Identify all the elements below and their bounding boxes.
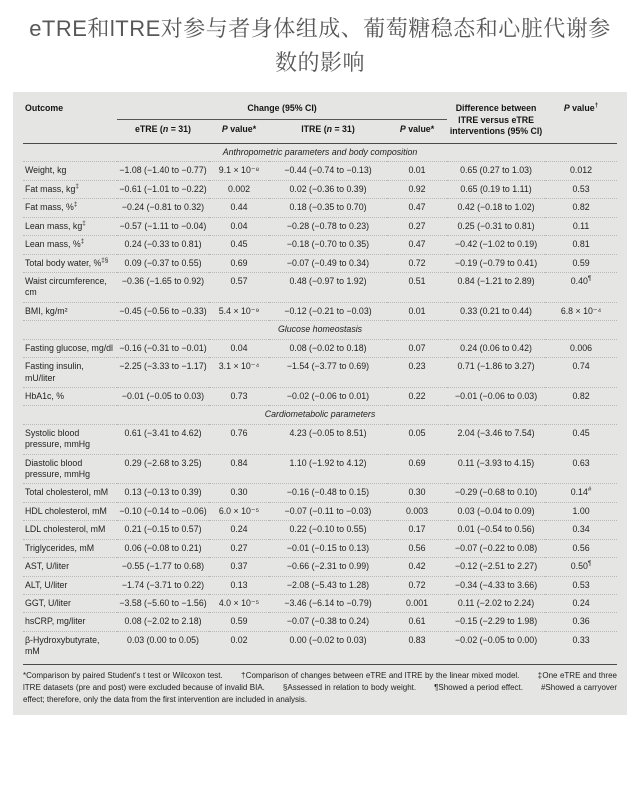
between-pvalue: 0.24 (572, 598, 590, 608)
between-pvalue-cell (545, 558, 617, 576)
outcome-cell (23, 539, 117, 557)
outcome-cell (23, 199, 117, 217)
column-header-etre (117, 119, 209, 143)
ltre-pvalue-cell: 0.83 (387, 631, 447, 660)
etre-change-cell: 0.24 (−0.33 to 0.81) (117, 236, 209, 254)
outcome-cell (23, 162, 117, 180)
outcome-cell (23, 302, 117, 320)
between-pvalue: 0.11 (572, 220, 590, 231)
table-row (23, 576, 617, 594)
column-group-change: Change (95% CI) (117, 100, 447, 119)
ltre-pvalue-cell: 0.61 (387, 613, 447, 631)
etre-pvalue-cell: 0.84 (209, 454, 269, 484)
column-header-ltre (269, 119, 387, 143)
outcome-label: HbA1c, % (25, 390, 65, 401)
ltre-change-cell: −0.07 (−0.49 to 0.34) (269, 254, 387, 272)
etre-change-cell: −1.08 (−1.40 to −0.77) (117, 162, 209, 180)
ltre-pvalue-cell: 0.23 (387, 358, 447, 388)
table-row (23, 180, 617, 198)
etre-change-cell: 0.08 (−2.02 to 2.18) (117, 613, 209, 631)
between-pvalue: 0.56 (572, 542, 590, 553)
outcome-footnote-mark: ‡ (75, 182, 79, 190)
etre-pvalue-cell: 4.0 × 10⁻⁵ (209, 595, 269, 613)
footnote-item: §Assessed in relation to body weight. (282, 682, 417, 692)
between-pvalue-cell (545, 217, 617, 235)
difference-cell: −0.07 (−0.22 to 0.08) (447, 539, 545, 557)
page-title: eTRE和lTRE对参与者身体组成、葡萄糖稳态和心脏代谢参数的影响 (29, 16, 611, 76)
footnote-item: ¶Showed a period effect. (434, 682, 523, 692)
between-pvalue: 0.14 (570, 487, 588, 498)
between-pvalue-cell (545, 454, 617, 484)
between-pvalue: 0.82 (572, 390, 590, 401)
difference-cell: 0.11 (−3.93 to 4.15) (447, 454, 545, 484)
etre-pre: eTRE ( (135, 123, 163, 134)
table-row (23, 539, 617, 557)
ltre-pvalue-cell: 0.42 (387, 558, 447, 576)
outcome-cell (23, 576, 117, 594)
table-row (23, 454, 617, 484)
table-row (23, 558, 617, 576)
outcome-cell (23, 387, 117, 405)
etre-change-cell: 0.29 (−2.68 to 3.25) (117, 454, 209, 484)
etre-change-cell: −0.10 (−0.14 to −0.06) (117, 502, 209, 520)
ltre-pvalue-cell: 0.22 (387, 387, 447, 405)
difference-cell: 0.24 (0.06 to 0.42) (447, 339, 545, 357)
outcome-label: BMI, kg/m² (25, 305, 68, 316)
ltre-change-cell: −1.54 (−3.77 to 0.69) (269, 358, 387, 388)
etre-pvalue-cell: 9.1 × 10⁻⁸ (209, 162, 269, 180)
between-pvalue-cell (545, 272, 617, 302)
between-pvalue: 0.006 (570, 342, 593, 353)
etre-pvalue-cell: 3.1 × 10⁻⁴ (209, 358, 269, 388)
table-row (23, 387, 617, 405)
between-pvalue-cell (545, 539, 617, 557)
etre-change-cell: −0.55 (−1.77 to 0.68) (117, 558, 209, 576)
ltre-change-cell: 0.00 (−0.02 to 0.03) (269, 631, 387, 660)
between-pvalue-cell (545, 613, 617, 631)
results-table (23, 100, 617, 661)
ltre-change-cell: −3.46 (−6.14 to −0.79) (269, 595, 387, 613)
ltre-pvalue-cell: 0.72 (387, 254, 447, 272)
ltre-pvalue-cell: 0.01 (387, 302, 447, 320)
ltre-change-cell: −0.02 (−0.06 to 0.01) (269, 387, 387, 405)
footnote-item: *Comparison by paired Student's t test or Wilcoxon test. (23, 670, 223, 680)
outcome-label: Lean mass, kg (25, 220, 83, 231)
ltre-change-cell: −2.08 (−5.43 to 1.28) (269, 576, 387, 594)
ltre-change-cell: −0.12 (−0.21 to −0.03) (269, 302, 387, 320)
ltre-pvalue-cell: 0.17 (387, 521, 447, 539)
dagger-mark: † (594, 102, 599, 110)
etre-change-cell: −0.45 (−0.56 to −0.33) (117, 302, 209, 320)
etre-change-cell: −0.57 (−1.11 to −0.04) (117, 217, 209, 235)
etre-pvalue-cell: 0.27 (209, 539, 269, 557)
between-pvalue: 0.53 (572, 183, 590, 194)
outcome-cell (23, 595, 117, 613)
between-pvalue: 0.012 (570, 165, 593, 176)
difference-cell: 0.03 (−0.04 to 0.09) (447, 502, 545, 520)
etre-pvalue-cell: 6.0 × 10⁻⁵ (209, 502, 269, 520)
between-pvalue-cell (545, 339, 617, 357)
between-pvalue: 0.82 (572, 202, 590, 213)
outcome-cell (23, 358, 117, 388)
between-pvalue: 0.53 (572, 579, 590, 590)
between-pvalue-cell (545, 595, 617, 613)
ltre-n-italic: n (326, 123, 333, 134)
outcome-label: Lean mass, % (25, 239, 81, 250)
table-row (23, 302, 617, 320)
outcome-cell (23, 521, 117, 539)
etre-change-cell: −0.16 (−0.31 to −0.01) (117, 339, 209, 357)
etre-change-cell: 0.61 (−3.41 to 4.62) (117, 424, 209, 454)
etre-pvalue-cell: 5.4 × 10⁻⁹ (209, 302, 269, 320)
etre-change-cell: 0.21 (−0.15 to 0.57) (117, 521, 209, 539)
outcome-label: ALT, U/liter (25, 579, 68, 590)
footnote-item: ‡One eTRE and three lTRE datasets (pre and post) were excluded because of invalid BIA. (23, 670, 617, 692)
ltre-pvalue-cell: 0.05 (387, 424, 447, 454)
difference-cell: 0.65 (0.27 to 1.03) (447, 162, 545, 180)
table-row (23, 272, 617, 302)
outcome-cell (23, 339, 117, 357)
between-pvalue: 0.74 (572, 361, 590, 372)
footnote-item: #Showed a carryover effect; therefore, only the data from the first intervention are included in analysis. (23, 682, 618, 704)
section-row (23, 406, 617, 424)
between-pvalue: 0.50 (570, 561, 588, 572)
ltre-pvalue-cell: 0.47 (387, 236, 447, 254)
section-row (23, 144, 617, 162)
table-row (23, 358, 617, 388)
difference-cell: 0.33 (0.21 to 0.44) (447, 302, 545, 320)
outcome-cell (23, 454, 117, 484)
between-pvalue: 0.63 (572, 457, 590, 468)
etre-change-cell: −0.24 (−0.81 to 0.32) (117, 199, 209, 217)
ltre-pvalue-cell: 0.001 (387, 595, 447, 613)
etre-post: = 31) (168, 123, 191, 134)
etre-pvalue-cell: 0.30 (209, 484, 269, 502)
difference-cell: −0.34 (−4.33 to 3.66) (447, 576, 545, 594)
header-row-1 (23, 100, 617, 119)
etre-change-cell: −3.58 (−5.60 to −1.56) (117, 595, 209, 613)
pvalue-italic: P (399, 123, 406, 134)
ltre-change-cell: −0.28 (−0.78 to 0.23) (269, 217, 387, 235)
pvalue-footnote-mark: ¶ (587, 560, 592, 568)
ltre-change-cell: −0.07 (−0.38 to 0.24) (269, 613, 387, 631)
between-pvalue-cell (545, 631, 617, 660)
outcome-label: Fasting glucose, mg/dl (25, 342, 114, 353)
ltre-pvalue-cell: 0.27 (387, 217, 447, 235)
etre-pvalue-cell: 0.59 (209, 613, 269, 631)
between-pvalue-cell (545, 484, 617, 502)
section-label: Cardiometabolic parameters (23, 406, 617, 424)
etre-pvalue-cell: 0.04 (209, 339, 269, 357)
ltre-change-cell: −0.44 (−0.74 to −0.13) (269, 162, 387, 180)
difference-cell: 0.71 (−1.86 to 3.27) (447, 358, 545, 388)
between-pvalue: 1.00 (572, 505, 590, 516)
ltre-pvalue-cell: 0.92 (387, 180, 447, 198)
outcome-cell (23, 254, 117, 272)
table-row (23, 162, 617, 180)
ltre-change-cell: 0.02 (−0.36 to 0.39) (269, 180, 387, 198)
table-row (23, 217, 617, 235)
ltre-pvalue-cell: 0.51 (387, 272, 447, 302)
column-header-pvalue-ltre (387, 119, 447, 143)
difference-cell: 0.01 (−0.54 to 0.56) (447, 521, 545, 539)
outcome-label: Fat mass, % (25, 202, 74, 213)
outcome-label: GGT, U/liter (25, 598, 71, 608)
difference-cell: −0.02 (−0.05 to 0.00) (447, 631, 545, 660)
difference-cell: −0.12 (−2.51 to 2.27) (447, 558, 545, 576)
etre-change-cell: −0.36 (−1.65 to 0.92) (117, 272, 209, 302)
outcome-label: Total body water, % (25, 257, 102, 268)
etre-pvalue-cell: 0.02 (209, 631, 269, 660)
ltre-pvalue-cell: 0.01 (387, 162, 447, 180)
table-row (23, 484, 617, 502)
ltre-pvalue-cell: 0.72 (387, 576, 447, 594)
table-row (23, 613, 617, 631)
etre-pvalue-cell: 0.45 (209, 236, 269, 254)
difference-cell: 0.84 (−1.21 to 2.89) (447, 272, 545, 302)
table-row (23, 199, 617, 217)
between-pvalue: 0.59 (572, 257, 590, 268)
between-pvalue-cell (545, 254, 617, 272)
table-row (23, 424, 617, 454)
etre-change-cell: 0.03 (0.00 to 0.05) (117, 631, 209, 660)
difference-cell: −0.15 (−2.29 to 1.98) (447, 613, 545, 631)
outcome-cell (23, 236, 117, 254)
table-row (23, 339, 617, 357)
etre-pvalue-cell: 0.69 (209, 254, 269, 272)
outcome-footnote-mark: ‡ (73, 201, 78, 209)
ltre-change-cell: −0.16 (−0.48 to 0.15) (269, 484, 387, 502)
between-pvalue-cell (545, 358, 617, 388)
table-header (23, 100, 617, 143)
column-header-pvalue-etre (209, 119, 269, 143)
outcome-label: Triglycerides, mM (25, 542, 95, 553)
between-pvalue-cell (545, 424, 617, 454)
between-pvalue: 0.36 (572, 616, 590, 627)
outcome-cell (23, 424, 117, 454)
between-pvalue-cell (545, 576, 617, 594)
etre-change-cell: 0.13 (−0.13 to 0.39) (117, 484, 209, 502)
difference-cell: 0.65 (0.19 to 1.11) (447, 180, 545, 198)
table-body (23, 144, 617, 661)
ltre-pvalue-cell: 0.56 (387, 539, 447, 557)
section-label: Anthropometric parameters and body composition (222, 147, 418, 158)
outcome-label: Total cholesterol, mM (25, 487, 109, 498)
table-row (23, 236, 617, 254)
column-header-pvalue-between (545, 100, 617, 143)
etre-change-cell: −0.61 (−1.01 to −0.22) (117, 180, 209, 198)
between-pvalue-cell (545, 199, 617, 217)
pvalue-footnote-mark: ¶ (587, 275, 592, 283)
between-pvalue-cell (545, 162, 617, 180)
etre-change-cell: −1.74 (−3.71 to 0.22) (117, 576, 209, 594)
ltre-change-cell: 1.10 (−1.92 to 4.12) (269, 454, 387, 484)
etre-change-cell: 0.09 (−0.37 to 0.55) (117, 254, 209, 272)
outcome-cell (23, 180, 117, 198)
between-pvalue: 0.45 (572, 427, 590, 438)
between-pvalue-cell (545, 521, 617, 539)
results-table-container (13, 92, 627, 715)
ltre-change-cell: −0.18 (−0.70 to 0.35) (269, 236, 387, 254)
table-row (23, 502, 617, 520)
footnote-item: †Comparison of changes between eTRE and lTRE by the linear mixed model. (240, 670, 520, 680)
etre-pvalue-cell: 0.04 (209, 217, 269, 235)
table-row (23, 595, 617, 613)
pvalue-italic: P (563, 103, 570, 114)
etre-pvalue-cell: 0.002 (209, 180, 269, 198)
ltre-change-cell: 0.08 (−0.02 to 0.18) (269, 339, 387, 357)
etre-pvalue-cell: 0.76 (209, 424, 269, 454)
etre-change-cell: 0.06 (−0.08 to 0.21) (117, 539, 209, 557)
between-pvalue-cell (545, 236, 617, 254)
ltre-pre: lTRE ( (301, 123, 327, 134)
between-pvalue: 0.34 (572, 524, 590, 535)
outcome-footnote-mark: ‡ (80, 238, 85, 246)
outcome-label: Fat mass, kg (25, 183, 76, 194)
between-pvalue-cell (545, 180, 617, 198)
footnotes (23, 664, 617, 706)
difference-cell: −0.42 (−1.02 to 0.19) (447, 236, 545, 254)
pvalue-rest: value* (227, 123, 257, 134)
ltre-change-cell: 0.22 (−0.10 to 0.55) (269, 521, 387, 539)
outcome-cell (23, 631, 117, 660)
ltre-pvalue-cell: 0.47 (387, 199, 447, 217)
outcome-label: Systolic blood pressure, mmHg (25, 427, 91, 450)
etre-pvalue-cell: 0.73 (209, 387, 269, 405)
ltre-pvalue-cell: 0.69 (387, 454, 447, 484)
table-row (23, 631, 617, 660)
between-pvalue: 0.81 (572, 239, 590, 250)
outcome-cell (23, 613, 117, 631)
outcome-label: β-Hydroxybutyrate, mM (25, 634, 100, 657)
column-header-outcome: Outcome (23, 100, 117, 143)
pvalue-rest: value (569, 103, 595, 114)
difference-cell: 0.25 (−0.31 to 0.81) (447, 217, 545, 235)
difference-cell: 0.11 (−2.02 to 2.24) (447, 595, 545, 613)
etre-pvalue-cell: 0.37 (209, 558, 269, 576)
pvalue-italic: P (221, 123, 228, 134)
ltre-change-cell: 0.18 (−0.35 to 0.70) (269, 199, 387, 217)
ltre-change-cell: −0.66 (−2.31 to 0.99) (269, 558, 387, 576)
difference-cell: −0.29 (−0.68 to 0.10) (447, 484, 545, 502)
outcome-footnote-mark: ‡§ (101, 256, 109, 264)
ltre-pvalue-cell: 0.30 (387, 484, 447, 502)
outcome-cell (23, 272, 117, 302)
between-pvalue: 0.40 (570, 275, 588, 286)
outcome-cell (23, 484, 117, 502)
pvalue-footnote-mark: # (587, 486, 592, 494)
outcome-label: Fasting insulin, mU/liter (25, 361, 84, 383)
outcome-label: AST, U/liter (25, 561, 69, 572)
difference-cell: −0.19 (−0.79 to 0.41) (447, 254, 545, 272)
etre-pvalue-cell: 0.24 (209, 521, 269, 539)
table-row (23, 254, 617, 272)
outcome-cell (23, 558, 117, 576)
section-label: Glucose homeostasis (23, 321, 617, 339)
ltre-pvalue-cell: 0.07 (387, 339, 447, 357)
outcome-cell (23, 502, 117, 520)
outcome-label: HDL cholesterol, mM (25, 505, 107, 516)
etre-pvalue-cell: 0.44 (209, 199, 269, 217)
pvalue-rest: value* (405, 123, 435, 134)
outcome-footnote-mark: ‡ (82, 219, 86, 227)
etre-change-cell: −2.25 (−3.33 to −1.17) (117, 358, 209, 388)
between-pvalue: 0.33 (572, 634, 590, 645)
outcome-label: Diastolic blood pressure, mmHg (25, 457, 91, 480)
ltre-post: = 31) (332, 123, 355, 134)
between-pvalue: 6.8 × 10⁻⁴ (560, 305, 602, 316)
between-pvalue-cell (545, 302, 617, 320)
ltre-change-cell: −0.01 (−0.15 to 0.13) (269, 539, 387, 557)
etre-pvalue-cell: 0.13 (209, 576, 269, 594)
outcome-label: LDL cholesterol, mM (25, 524, 106, 535)
outcome-label: hsCRP, mg/liter (25, 616, 86, 627)
section-row (23, 321, 617, 339)
column-header-difference: Difference between lTRE versus eTRE interventions (95% CI) (447, 100, 545, 143)
ltre-change-cell: 0.48 (−0.97 to 1.92) (269, 272, 387, 302)
difference-cell: 0.42 (−0.18 to 1.02) (447, 199, 545, 217)
between-pvalue-cell (545, 387, 617, 405)
outcome-label: Weight, kg (25, 165, 67, 176)
outcome-cell (23, 217, 117, 235)
etre-pvalue-cell: 0.57 (209, 272, 269, 302)
table-row (23, 521, 617, 539)
ltre-change-cell: −0.07 (−0.11 to −0.03) (269, 502, 387, 520)
etre-n-italic: n (162, 123, 169, 134)
between-pvalue-cell (545, 502, 617, 520)
etre-change-cell: −0.01 (−0.05 to 0.03) (117, 387, 209, 405)
outcome-label: Waist circumference, cm (25, 275, 107, 298)
ltre-change-cell: 4.23 (−0.05 to 8.51) (269, 424, 387, 454)
difference-cell: 2.04 (−3.46 to 7.54) (447, 424, 545, 454)
difference-cell: −0.01 (−0.06 to 0.03) (447, 387, 545, 405)
ltre-pvalue-cell: 0.003 (387, 502, 447, 520)
